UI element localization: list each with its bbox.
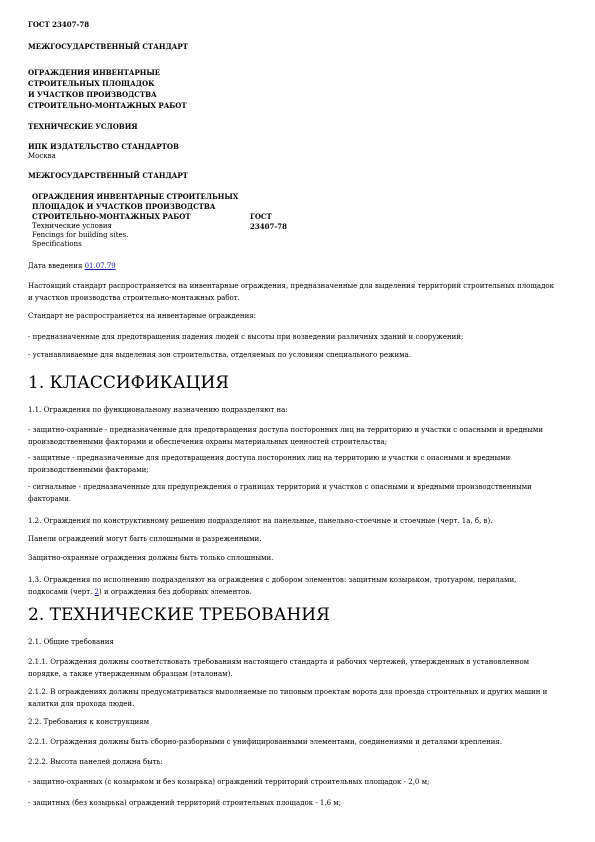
title-block-line: СТРОИТЕЛЬНО-МОНТАЖНЫХ РАБОТ: [32, 212, 191, 221]
paragraph: 2.1.1. Ограждения должны соответствовать требованиям настоящего стандарта и рабочих чертежей, утвержденных в установленном порядке, а также утвержденным образцам (эталонам).: [28, 658, 530, 678]
title-block-line: ОГРАЖДЕНИЯ ИНВЕНТАРНЫЕ СТРОИТЕЛЬНЫХ: [32, 192, 239, 201]
interstate-standard: МЕЖГОСУДАРСТВЕННЫЙ СТАНДАРТ: [28, 42, 188, 51]
spec-heading: ТЕХНИЧЕСКИЕ УСЛОВИЯ: [28, 122, 138, 131]
date-label: Дата введения: [28, 262, 85, 270]
paragraph: Стандарт не распространяется на инвентарные ограждения:: [28, 312, 257, 320]
title-line: ОГРАЖДЕНИЯ ИНВЕНТАРНЫЕ: [28, 68, 161, 77]
subsection-heading: 2.1. Общие требования: [28, 638, 114, 646]
date-link[interactable]: 01.07.79: [84, 262, 116, 270]
paragraph: 2.1.2. В ограждениях должны предусматриваться выполняемые по типовым проектам ворота для проезда строительных и других машин и калитки для прохода людей.: [28, 688, 548, 708]
paragraph: 1.3. Ограждения по исполнению подразделяют на ограждения с добором элементов: защитным козырьком, тротуаром, перилами, подкосами (черт. 2) и ограждения без доборных элементов.: [28, 576, 517, 596]
paragraph: 2.2.2. Высота панелей должна быть:: [28, 758, 163, 766]
section-heading: 2. ТЕХНИЧЕСКИЕ ТРЕБОВАНИЯ: [28, 605, 330, 625]
city: Москва: [28, 152, 56, 160]
paragraph: - устанавливаемые для выделения зон строительства, отделяемых по условиям специального режима.: [28, 351, 411, 359]
publisher: ИПК ИЗДАТЕЛЬСТВО СТАНДАРТОВ: [28, 142, 179, 151]
title-block-line: Specifications: [32, 240, 82, 248]
paragraph: Настоящий стандарт распространяется на инвентарные ограждения, предназначенные для выделения территорий строительных площадок и участков производства строительно-монтажных работ.: [28, 282, 554, 302]
paragraph: 1.2. Ограждения по конструктивному решению подразделяют на панельные, панельно-стоечные и стоечные (черт. 1а, б, в).: [28, 517, 493, 525]
title-block-line: Fencings for building sites.: [32, 231, 129, 239]
paragraph: - защитно-охранных (с козырьком и без козырька) ограждений территорий строительных площадок - 2,0 м;: [28, 778, 430, 786]
section-heading: 1. КЛАССИФИКАЦИЯ: [28, 373, 230, 393]
gost-number: 23407-78: [250, 222, 287, 231]
gost-label: ГОСТ: [250, 212, 272, 221]
title-block-line: Технические условия: [32, 222, 112, 230]
paragraph: - предназначенные для предотвращения падения людей с высоты при возведении различных зданий и сооружений;: [28, 333, 464, 341]
paragraph: - защитные - предназначенные для предотвращения доступа посторонних лиц на территорию и участки с опасными и вредными производственными факторами;: [28, 454, 511, 474]
title-line: СТРОИТЕЛЬНО-МОНТАЖНЫХ РАБОТ: [28, 101, 187, 110]
paragraph: - защитно-охранные - предназначенные для предотвращения доступа посторонних лиц на территорию и участки с опасными и вредными производственными факторами и обеспечения охраны материальных ценностей строительства;: [28, 426, 544, 446]
paragraph: 2.2.1. Ограждения должны быть сборно-разборными с унифицированными элементами, соединениями и деталями крепления.: [28, 738, 503, 746]
paragraph: 1.1. Ограждения по функциональному назначению подразделяют на:: [28, 406, 288, 414]
paragraph: - сигнальные - предназначенные для предупреждения о границах территорий и участков с опасными и вредными производственными факторами.: [28, 483, 532, 503]
title-block-line: ПЛОЩАДОК И УЧАСТКОВ ПРОИЗВОДСТВА: [32, 202, 216, 211]
subsection-heading: 2.2. Требования к конструкциям: [28, 718, 150, 726]
title-line: И УЧАСТКОВ ПРОИЗВОДСТВА: [28, 90, 157, 99]
paragraph: - защитных (без козырька) ограждений территорий строительных площадок - 1,6 м;: [28, 799, 342, 807]
interstate-standard-2: МЕЖГОСУДАРСТВЕННЫЙ СТАНДАРТ: [28, 171, 188, 180]
paragraph: Защитно-охранные ограждения должны быть только сплошными.: [28, 554, 274, 562]
title-line: СТРОИТЕЛЬНЫХ ПЛОЩАДОК: [28, 79, 155, 88]
drawing-link[interactable]: 2: [94, 588, 99, 596]
paragraph: Панели ограждений могут быть сплошными и разреженными.: [28, 535, 262, 543]
intro-date: [28, 262, 116, 271]
doc-code: ГОСТ 23407-78: [28, 20, 90, 29]
